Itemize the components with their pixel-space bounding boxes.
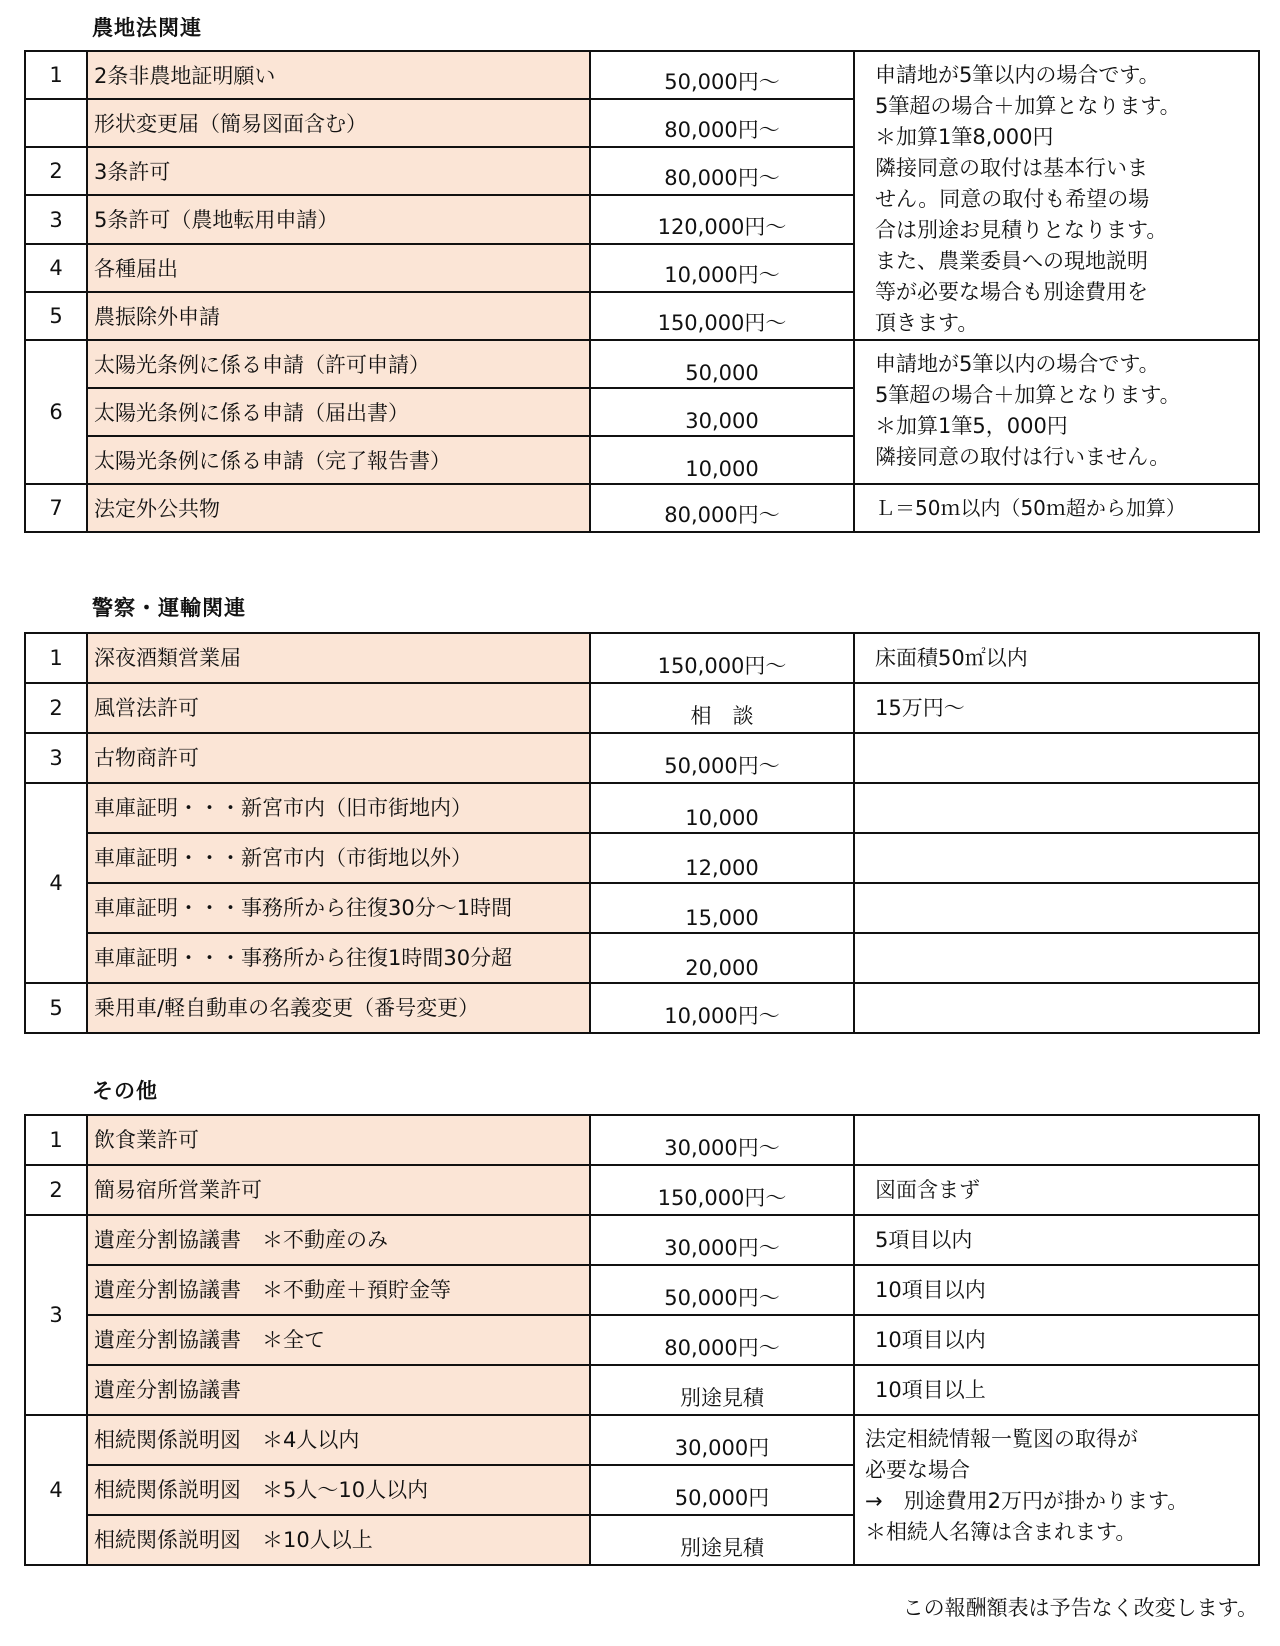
row-number: 4 (25, 1415, 87, 1565)
table-row (25, 1265, 1259, 1315)
note-cell (854, 51, 1259, 340)
note-cell (854, 783, 1259, 833)
item-price: 30,000 (590, 388, 854, 436)
item-price: 50,000円～ (590, 733, 854, 783)
note-cell: 10項目以内 (854, 1315, 1259, 1365)
fee-table-other (24, 1114, 1260, 1566)
item-name: 古物商許可 (87, 733, 590, 783)
note-cell (854, 933, 1259, 983)
note-cell (854, 833, 1259, 883)
item-name: 簡易宿所営業許可 (87, 1165, 590, 1215)
item-price: 10,000円～ (590, 244, 854, 292)
table-row (25, 1165, 1259, 1215)
table-row (25, 1365, 1259, 1415)
note-line: ＊加算1筆5，000円 (875, 414, 1068, 438)
table-row (25, 484, 1259, 532)
item-price: 30,000円～ (590, 1115, 854, 1165)
row-number: 3 (25, 195, 87, 243)
item-price: 50,000円～ (590, 51, 854, 99)
item-price: 80,000円～ (590, 147, 854, 195)
item-name: 農振除外申請 (87, 292, 590, 340)
note-cell: 図面含まず (854, 1165, 1259, 1215)
item-price: 12,000 (590, 833, 854, 883)
item-price: 150,000円～ (590, 1165, 854, 1215)
item-name: 2条非農地証明願い (87, 51, 590, 99)
section-title-farmland: 農地法関連 (92, 16, 202, 40)
table-row (25, 983, 1259, 1033)
row-number: 1 (25, 51, 87, 99)
fee-table-farmland (24, 50, 1260, 533)
row-number: 3 (25, 1215, 87, 1415)
note-cell (854, 1115, 1259, 1165)
table-row (25, 933, 1259, 983)
item-price: 150,000円～ (590, 633, 854, 683)
note-cell: 15万円～ (854, 683, 1259, 733)
footer-note: この報酬額表は予告なく改変します。 (902, 1596, 1258, 1620)
item-price: 150,000円～ (590, 292, 854, 340)
row-number: 2 (25, 683, 87, 733)
item-price: 10,000 (590, 436, 854, 484)
row-number: 4 (25, 783, 87, 983)
table-row (25, 1315, 1259, 1365)
item-name: 車庫証明・・・新宮市内（旧市街地内） (87, 783, 590, 833)
table-row (25, 633, 1259, 683)
row-number: 5 (25, 292, 87, 340)
row-number: 6 (25, 340, 87, 484)
note-line: 等が必要な場合も別途費用を (875, 280, 1148, 304)
note-line: 5筆超の場合＋加算となります。 (875, 383, 1181, 407)
item-price: 10,000 (590, 783, 854, 833)
note-cell (854, 733, 1259, 783)
item-name: 遺産分割協議書 (87, 1365, 590, 1415)
item-name: 3条許可 (87, 147, 590, 195)
note-line: 合は別途お見積りとなります。 (875, 218, 1168, 242)
item-price: 80,000円～ (590, 99, 854, 147)
item-price: 50,000 (590, 340, 854, 388)
item-price: 30,000円 (590, 1415, 854, 1465)
note-line: せん。同意の取付も希望の場 (875, 187, 1150, 211)
item-name: 飲食業許可 (87, 1115, 590, 1165)
item-name: 乗用車/軽自動車の名義変更（番号変更） (87, 983, 590, 1033)
note-cell: 10項目以内 (854, 1265, 1259, 1315)
item-name: 車庫証明・・・事務所から往復30分～1時間 (87, 883, 590, 933)
fee-table-police (24, 632, 1260, 1034)
item-name: 太陽光条例に係る申請（届出書） (87, 388, 590, 436)
note-line: また、農業委員への現地説明 (875, 249, 1148, 273)
item-price: 80,000円～ (590, 1315, 854, 1365)
item-name: 遺産分割協議書 ＊不動産のみ (87, 1215, 590, 1265)
item-name: 相続関係説明図 ＊4人以内 (87, 1415, 590, 1465)
table-row (25, 683, 1259, 733)
item-name: 車庫証明・・・事務所から往復1時間30分超 (87, 933, 590, 983)
row-number (25, 99, 87, 147)
row-number: 7 (25, 484, 87, 532)
table-row (25, 1215, 1259, 1265)
note-line: 隣接同意の取付は基本行いま (875, 156, 1148, 180)
note-line: ＊加算1筆8,000円 (875, 125, 1054, 149)
item-price: 別途見積 (590, 1365, 854, 1415)
note-cell (854, 340, 1259, 484)
item-name: 各種届出 (87, 244, 590, 292)
row-number: 2 (25, 1165, 87, 1215)
table-row (25, 1415, 1259, 1465)
note-cell: 5項目以内 (854, 1215, 1259, 1265)
table-row (25, 883, 1259, 933)
item-price: 50,000円～ (590, 1265, 854, 1315)
item-name: 風営法許可 (87, 683, 590, 733)
note-line: 頂きます。 (875, 311, 979, 335)
item-name: 車庫証明・・・新宮市内（市街地以外） (87, 833, 590, 883)
note-cell: 床面積50㎡以内 (854, 633, 1259, 683)
note-cell (854, 983, 1259, 1033)
note-cell (854, 1415, 1259, 1565)
note-cell (854, 883, 1259, 933)
item-price: 50,000円 (590, 1465, 854, 1515)
item-name: 遺産分割協議書 ＊不動産＋預貯金等 (87, 1265, 590, 1315)
item-name: 形状変更届（簡易図面含む） (87, 99, 590, 147)
item-price: 相 談 (590, 683, 854, 733)
note-line: 申請地が5筆以内の場合です。 (875, 63, 1160, 87)
item-name: 5条許可（農地転用申請） (87, 195, 590, 243)
table-row (25, 733, 1259, 783)
item-price: 別途見積 (590, 1515, 854, 1565)
note-line: 必要な場合 (865, 1458, 970, 1482)
row-number: 4 (25, 244, 87, 292)
table-row (25, 1115, 1259, 1165)
item-name: 相続関係説明図 ＊5人～10人以内 (87, 1465, 590, 1515)
item-price: 15,000 (590, 883, 854, 933)
item-name: 太陽光条例に係る申請（許可申請） (87, 340, 590, 388)
row-number: 1 (25, 1115, 87, 1165)
item-price: 30,000円～ (590, 1215, 854, 1265)
table-row (25, 340, 1259, 388)
item-price: 20,000 (590, 933, 854, 983)
section-title-other: その他 (92, 1079, 158, 1103)
item-name: 遺産分割協議書 ＊全て (87, 1315, 590, 1365)
item-price: 80,000円～ (590, 484, 854, 532)
item-name: 相続関係説明図 ＊10人以上 (87, 1515, 590, 1565)
item-name: 深夜酒類営業届 (87, 633, 590, 683)
row-number: 3 (25, 733, 87, 783)
row-number: 5 (25, 983, 87, 1033)
row-number: 1 (25, 633, 87, 683)
item-name: 法定外公共物 (87, 484, 590, 532)
row-number: 2 (25, 147, 87, 195)
table-row (25, 51, 1259, 99)
item-price: 120,000円～ (590, 195, 854, 243)
note-line: 法定相続情報一覧図の取得が (865, 1427, 1138, 1451)
item-name: 太陽光条例に係る申請（完了報告書） (87, 436, 590, 484)
table-row (25, 833, 1259, 883)
note-line: 隣接同意の取付は行いません。 (875, 445, 1171, 469)
note-line: → 別途費用2万円が掛かります。 (865, 1489, 1189, 1513)
table-row (25, 783, 1259, 833)
note-cell: 10項目以上 (854, 1365, 1259, 1415)
item-price: 10,000円～ (590, 983, 854, 1033)
note-line: 申請地が5筆以内の場合です。 (875, 352, 1160, 376)
note-line: 5筆超の場合＋加算となります。 (875, 94, 1181, 118)
note-line: ＊相続人名簿は含まれます。 (865, 1520, 1137, 1544)
section-title-police: 警察・運輸関連 (92, 596, 246, 620)
note-cell: Ｌ＝50ｍ以内（50ｍ超から加算） (854, 484, 1259, 532)
